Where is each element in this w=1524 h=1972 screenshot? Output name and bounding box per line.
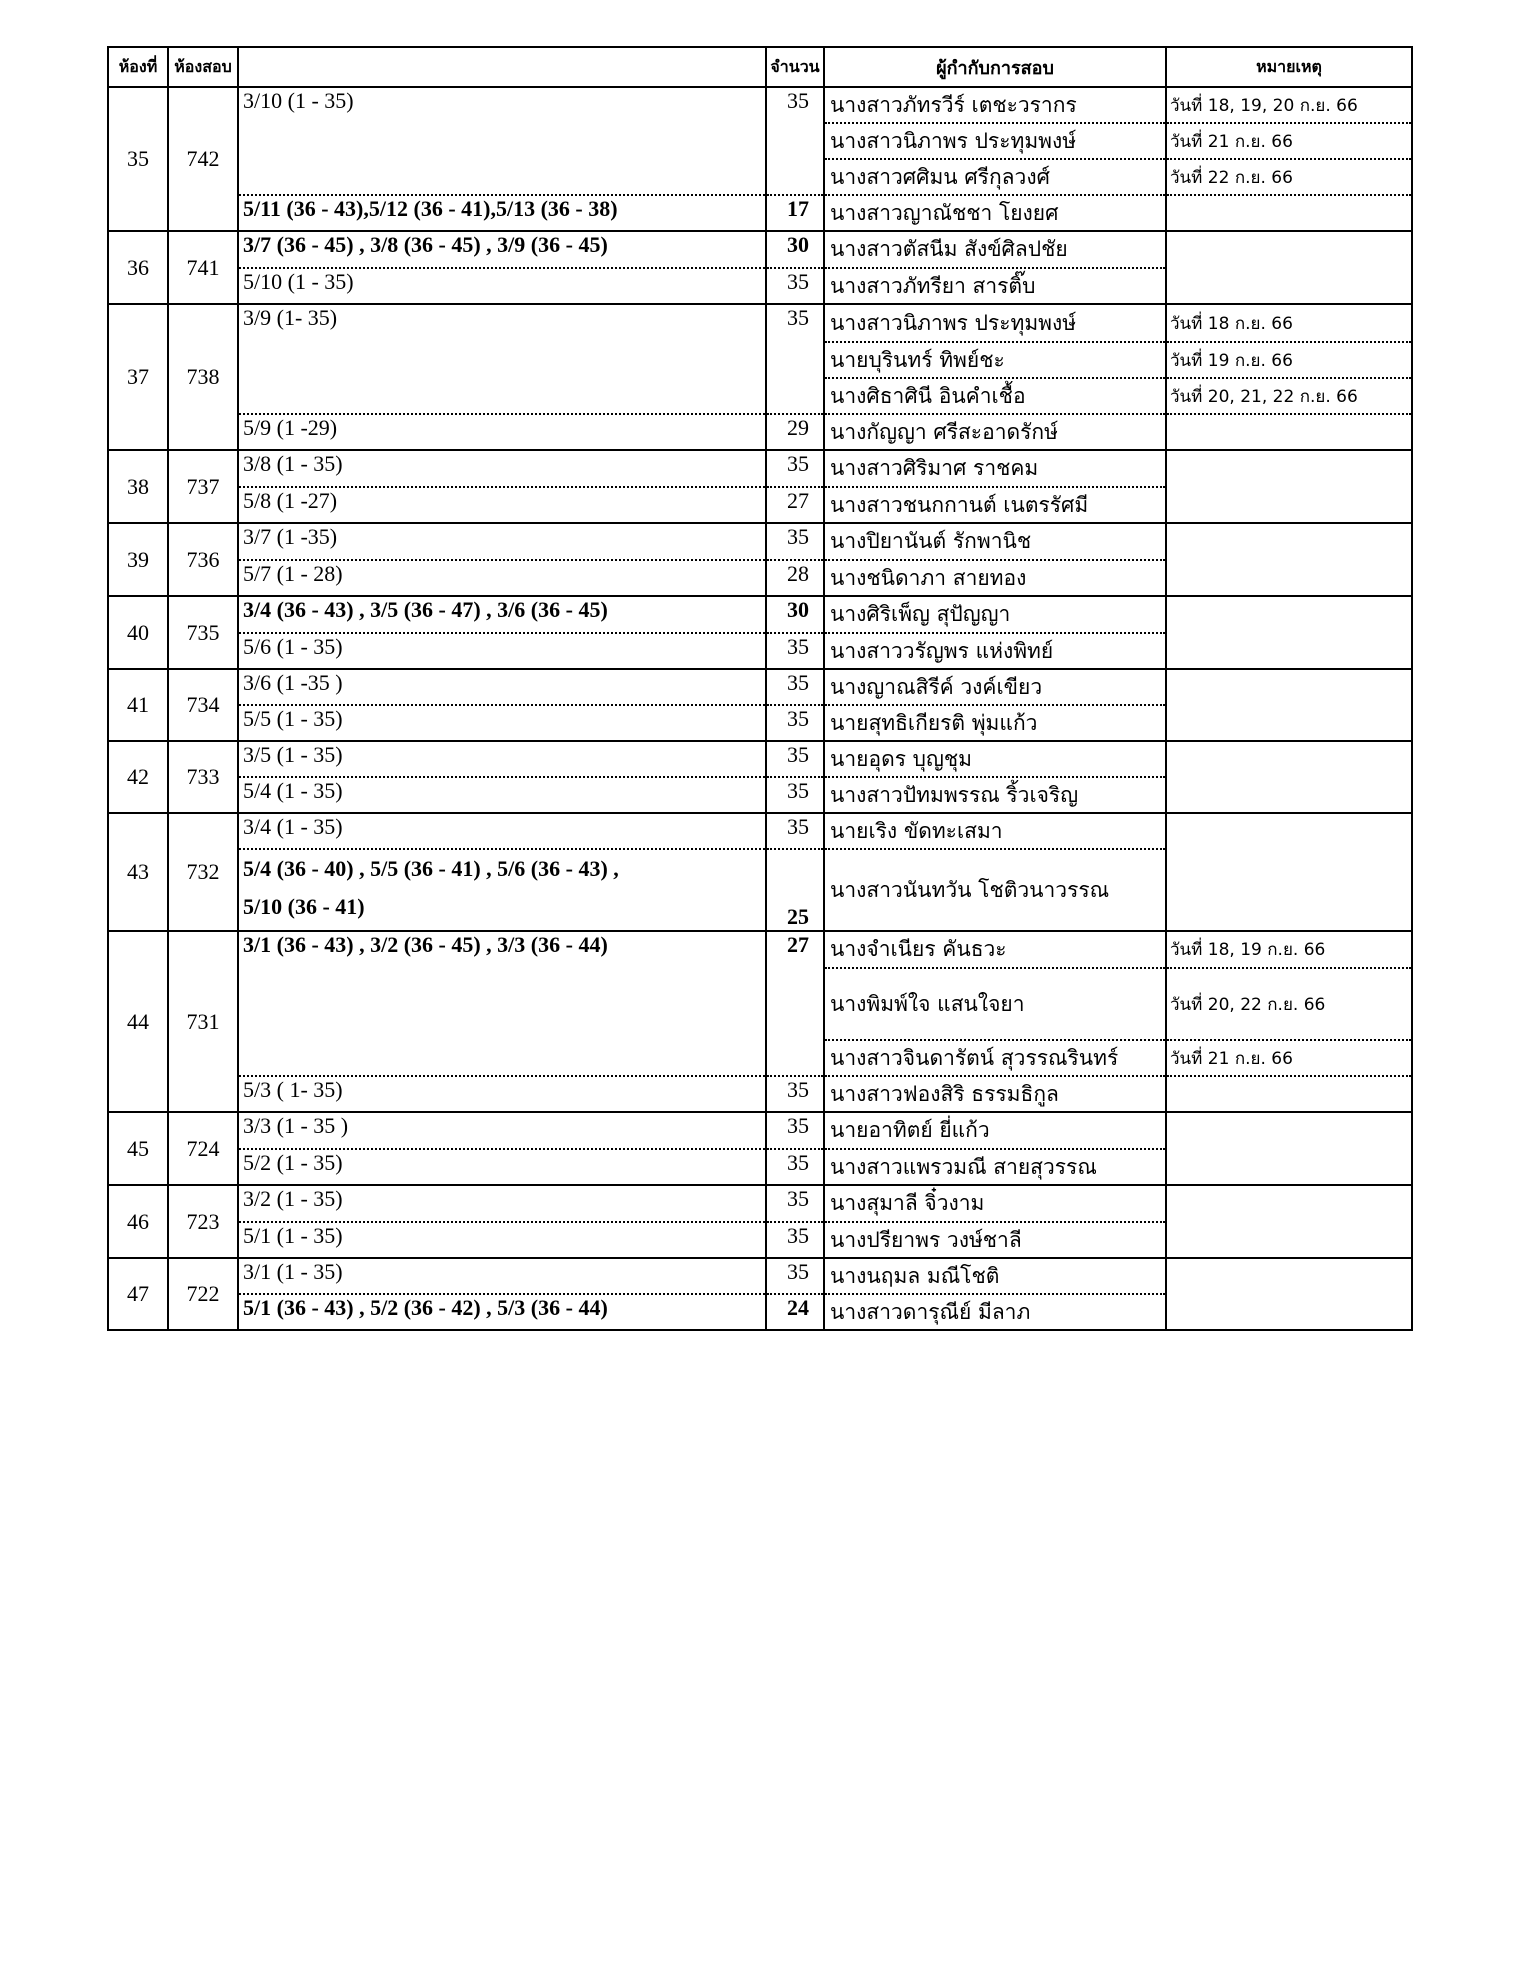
header-proctor: ผู้กำกับการสอบ [824,47,1166,87]
class-list-cell: 3/3 (1 - 35 ) [238,1112,766,1149]
exam-room-number: 742 [168,87,238,231]
student-count: 25 [766,849,824,931]
table-row [108,931,1412,968]
class-list-cell: 3/4 (36 - 43) , 3/5 (36 - 47) , 3/6 (36 - 45) [238,596,766,633]
header-classes [238,47,766,87]
remark-cell: วันที่ 20, 21, 22 ก.ย. 66 [1166,378,1412,414]
table-row [108,741,1412,777]
student-count: 35 [766,1149,824,1185]
proctor-name: นางพิมพ์ใจ แสนใจยา [824,968,1166,1040]
exam-room-number: 738 [168,304,238,450]
remark-cell: วันที่ 21 ก.ย. 66 [1166,1040,1412,1076]
remark-cell: วันที่ 21 ก.ย. 66 [1166,123,1412,159]
proctor-name: นางสาวแพรวมณี สายสุวรรณ [824,1149,1166,1185]
room-number: 43 [108,813,168,931]
exam-room-number: 722 [168,1258,238,1330]
remark-cell [1166,450,1412,523]
exam-room-number: 734 [168,669,238,741]
room-number: 35 [108,87,168,231]
class-list-cell: 3/5 (1 - 35) [238,741,766,777]
room-number: 46 [108,1185,168,1258]
exam-room-table [107,46,1413,1331]
remark-cell: วันที่ 18 ก.ย. 66 [1166,304,1412,342]
class-list-cell: 5/10 (1 - 35) [238,268,766,304]
table-row [108,523,1412,560]
class-list-cell: 5/1 (36 - 43) , 5/2 (36 - 42) , 5/3 (36 - 44) [238,1294,766,1330]
class-list-cell: 5/3 ( 1- 35) [238,1076,766,1112]
proctor-name: นางสาววรัญพร แห่งพิทย์ [824,633,1166,669]
remark-cell [1166,231,1412,304]
remark-cell [1166,1112,1412,1185]
student-count: 35 [766,304,824,414]
class-list-line: 5/4 (36 - 40) , 5/5 (36 - 41) , 5/6 (36 - 43) , [243,856,619,881]
proctor-name: นายอุดร บุญชุม [824,741,1166,777]
table-row [108,1112,1412,1149]
student-count: 35 [766,1258,824,1294]
student-count: 28 [766,560,824,596]
proctor-name: นางสาวศิริมาศ ราชคม [824,450,1166,487]
proctor-name: นางนฤมล มณีโชติ [824,1258,1166,1294]
class-list-cell: 5/7 (1 - 28) [238,560,766,596]
room-number: 39 [108,523,168,596]
class-list-line: 5/10 (36 - 41) [243,894,365,919]
proctor-name: นางสาวญาณัชชา โยงยศ [824,195,1166,231]
proctor-name: นางสาวนันทวัน โชติวนาวรรณ [824,849,1166,931]
remark-cell: วันที่ 18, 19 ก.ย. 66 [1166,931,1412,968]
exam-room-number: 735 [168,596,238,669]
class-list-cell: 5/6 (1 - 35) [238,633,766,669]
room-number: 42 [108,741,168,813]
room-number: 40 [108,596,168,669]
proctor-name: นางศิริเพ็ญ สุปัญญา [824,596,1166,633]
remark-cell [1166,195,1412,231]
proctor-name: นางสาวนิภาพร ประทุมพงษ์ [824,304,1166,342]
student-count: 35 [766,87,824,195]
exam-room-number: 736 [168,523,238,596]
exam-room-number: 737 [168,450,238,523]
room-number: 37 [108,304,168,450]
table-row [108,1258,1412,1294]
header-count: จำนวน [766,47,824,87]
proctor-name: นางสาวจินดารัตน์ สุวรรณรินทร์ [824,1040,1166,1076]
proctor-name: นางจำเนียร คันธวะ [824,931,1166,968]
student-count: 35 [766,813,824,849]
proctor-name: นางสาวฟองสิริ ธรรมธิกูล [824,1076,1166,1112]
class-list-cell: 3/6 (1 -35 ) [238,669,766,705]
table-row [108,1185,1412,1222]
student-count: 35 [766,523,824,560]
class-list-cell: 5/1 (1 - 35) [238,1222,766,1258]
exam-room-number: 724 [168,1112,238,1185]
class-list-cell: 3/1 (36 - 43) , 3/2 (36 - 45) , 3/3 (36 - 44) [238,931,766,1076]
student-count: 35 [766,1112,824,1149]
student-count: 35 [766,633,824,669]
remark-cell: วันที่ 19 ก.ย. 66 [1166,342,1412,378]
class-list-cell: 3/7 (36 - 45) , 3/8 (36 - 45) , 3/9 (36 - 45) [238,231,766,268]
table-row [108,195,1412,231]
table-row [108,231,1412,268]
student-count: 35 [766,1076,824,1112]
student-count: 35 [766,777,824,813]
proctor-name: นายสุทธิเกียรติ พุ่มแก้ว [824,705,1166,741]
proctor-name: นางศิธาศินี อินคำเชื้อ [824,378,1166,414]
class-list-cell: 3/7 (1 -35) [238,523,766,560]
exam-room-number: 732 [168,813,238,931]
exam-room-number: 733 [168,741,238,813]
proctor-name: นางปรียาพร วงษ์ชาลี [824,1222,1166,1258]
remark-cell: วันที่ 18, 19, 20 ก.ย. 66 [1166,87,1412,123]
room-number: 47 [108,1258,168,1330]
table-row [108,450,1412,487]
remark-cell [1166,1076,1412,1112]
student-count: 17 [766,195,824,231]
class-list-cell: 3/9 (1- 35) [238,304,766,414]
exam-room-number: 731 [168,931,238,1112]
class-list-cell: 3/4 (1 - 35) [238,813,766,849]
remark-cell [1166,414,1412,450]
class-list-cell: 3/1 (1 - 35) [238,1258,766,1294]
class-list-cell: 5/9 (1 -29) [238,414,766,450]
student-count: 35 [766,268,824,304]
student-count: 27 [766,931,824,1076]
remark-cell: วันที่ 20, 22 ก.ย. 66 [1166,968,1412,1040]
room-number: 36 [108,231,168,304]
class-list-cell: 5/11 (36 - 43),5/12 (36 - 41),5/13 (36 - 38) [238,195,766,231]
remark-cell [1166,813,1412,931]
proctor-name: นางญาณสิรีค์ วงค์เขียว [824,669,1166,705]
student-count: 29 [766,414,824,450]
proctor-name: นายบุรินทร์ ทิพย์ชะ [824,342,1166,378]
room-number: 41 [108,669,168,741]
student-count: 35 [766,705,824,741]
header-exam-room: ห้องสอบ [168,47,238,87]
proctor-name: นายเริง ขัดทะเสมา [824,813,1166,849]
proctor-name: นางสาวดารุณีย์ มีลาภ [824,1294,1166,1330]
proctor-name: นายอาทิตย์ ยี่แก้ว [824,1112,1166,1149]
class-list-cell [238,849,766,931]
class-list-cell: 5/5 (1 - 35) [238,705,766,741]
room-number: 44 [108,931,168,1112]
class-list-cell: 5/2 (1 - 35) [238,1149,766,1185]
proctor-name: นางสาวปัทมพรรณ ริ้วเจริญ [824,777,1166,813]
proctor-name: นางสาวตัสนีม สังข์ศิลปชัย [824,231,1166,268]
student-count: 24 [766,1294,824,1330]
table-row [108,304,1412,342]
student-count: 35 [766,741,824,777]
proctor-name: นางสาวนิภาพร ประทุมพงษ์ [824,123,1166,159]
student-count: 35 [766,1222,824,1258]
remark-cell [1166,1258,1412,1330]
class-list-cell: 3/2 (1 - 35) [238,1185,766,1222]
proctor-name: นางสาวชนกกานต์ เนตรรัศมี [824,487,1166,523]
table-row [108,596,1412,633]
table-row [108,1076,1412,1112]
table-row [108,414,1412,450]
student-count: 35 [766,1185,824,1222]
student-count: 30 [766,231,824,268]
proctor-name: นางสาวภัทรียา สารติ๊บ [824,268,1166,304]
exam-room-number: 741 [168,231,238,304]
class-list-cell: 3/10 (1 - 35) [238,87,766,195]
class-list-cell: 5/8 (1 -27) [238,487,766,523]
header-remark: หมายเหตุ [1166,47,1412,87]
remark-cell [1166,741,1412,813]
student-count: 35 [766,450,824,487]
proctor-name: นางปิยานันต์ รักพานิช [824,523,1166,560]
proctor-name: นางชนิดาภา สายทอง [824,560,1166,596]
class-list-cell: 3/8 (1 - 35) [238,450,766,487]
student-count: 35 [766,669,824,705]
remark-cell [1166,596,1412,669]
proctor-name: นางสุมาลี จิ๋วงาม [824,1185,1166,1222]
remark-cell: วันที่ 22 ก.ย. 66 [1166,159,1412,195]
student-count: 30 [766,596,824,633]
table-row [108,669,1412,705]
room-number: 38 [108,450,168,523]
class-list-cell: 5/4 (1 - 35) [238,777,766,813]
remark-cell [1166,669,1412,741]
proctor-name: นางสาวศศิมน ศรีกุลวงศ์ [824,159,1166,195]
proctor-name: นางสาวภัทรวีร์ เตชะวรากร [824,87,1166,123]
exam-room-number: 723 [168,1185,238,1258]
proctor-name: นางกัญญา ศรีสะอาดรักษ์ [824,414,1166,450]
remark-cell [1166,523,1412,596]
room-number: 45 [108,1112,168,1185]
table-row [108,87,1412,123]
student-count: 27 [766,487,824,523]
header-row [108,47,1412,87]
header-room: ห้องที่ [108,47,168,87]
table-row [108,813,1412,849]
remark-cell [1166,1185,1412,1258]
